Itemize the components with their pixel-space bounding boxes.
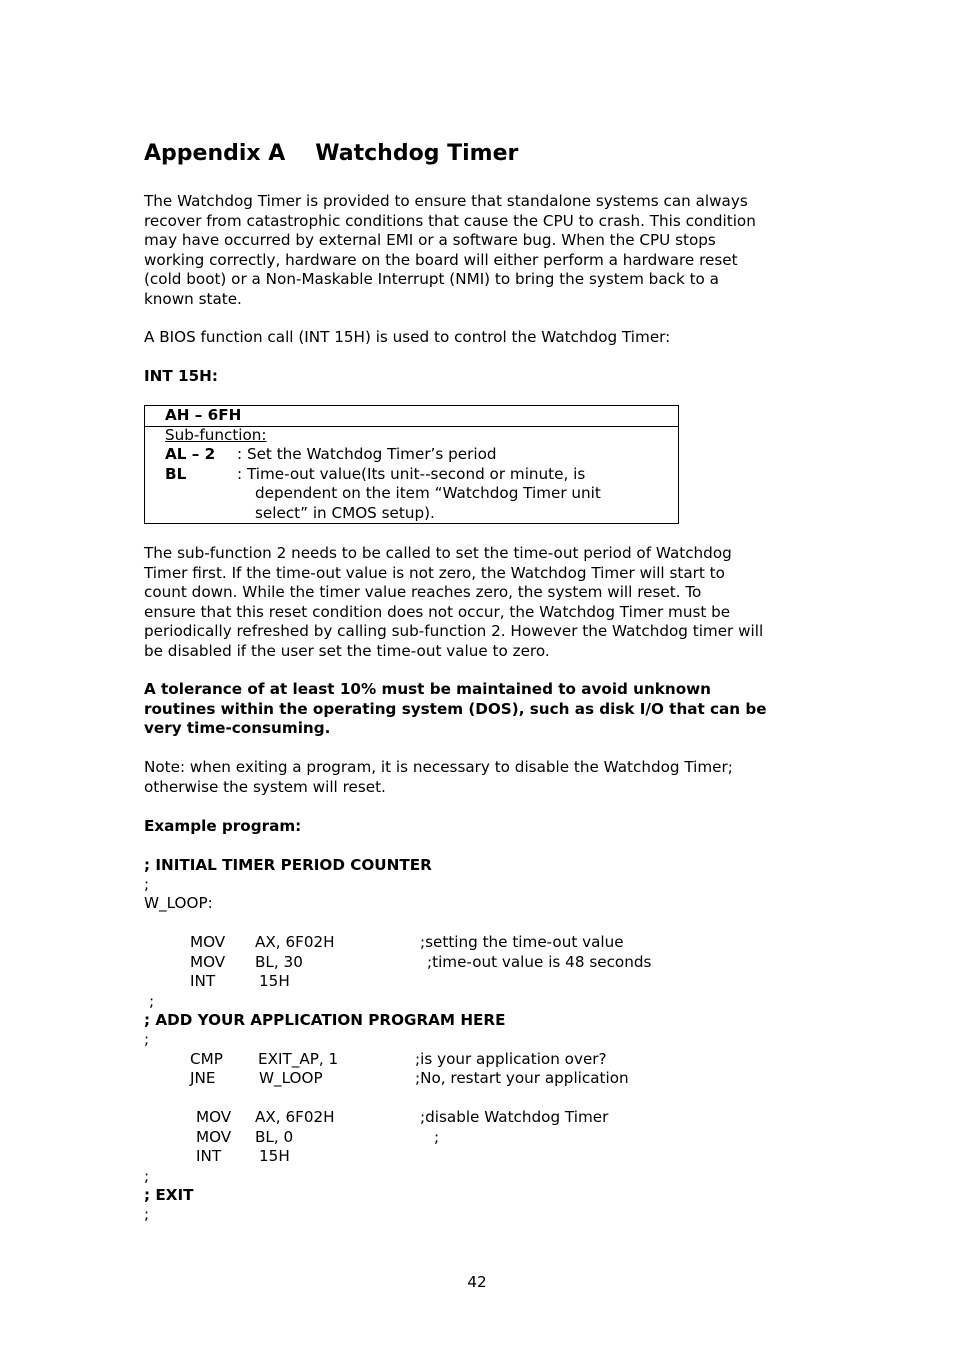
code-op: MOV [196, 1108, 232, 1126]
code-op: CMP [190, 1050, 223, 1068]
code-arg: 15H [259, 972, 290, 990]
code-op: INT [190, 972, 216, 990]
page-title [144, 139, 518, 169]
code-comment-initial: ; INITIAL TIMER PERIOD COUNTER [144, 856, 432, 874]
subfunction-paragraph: The sub-function 2 needs to be called to set the time-out period of Watchdog Timer first. If the time-out value is not zero, the Watchdog Timer will start to count down. While the timer value reaches zero, the system will reset. To ensure that this reset condition does not occur, the Watchdog Timer must be periodically refreshed by calling sub-function 2. However the Watchdog timer will be disabled if the user set the time-out value to zero. [144, 544, 764, 660]
code-op: MOV [196, 1128, 232, 1146]
bl-description-2: dependent on the item “Watchdog Timer unit [255, 484, 601, 502]
code-comment: ;is your application over? [415, 1050, 607, 1068]
code-op: INT [196, 1147, 222, 1165]
code-comment-add: ; ADD YOUR APPLICATION PROGRAM HERE [144, 1011, 506, 1029]
code-arg: AX, 6F02H [255, 1108, 335, 1126]
code-arg: AX, 6F02H [255, 933, 335, 951]
code-semicolon: ; [144, 1030, 150, 1048]
title-appendix: Appendix A [144, 141, 286, 166]
int-heading: INT 15H: [144, 367, 218, 385]
code-comment: ; [434, 1128, 440, 1146]
code-arg: BL, 30 [255, 953, 303, 971]
code-arg: BL, 0 [255, 1128, 294, 1146]
code-semicolon: ; [144, 1167, 150, 1185]
code-comment: ;No, restart your application [415, 1069, 629, 1087]
function-table [144, 405, 679, 524]
code-comment: ;setting the time-out value [420, 933, 624, 951]
page-number: 42 [467, 1273, 487, 1291]
code-semicolon: ; [144, 875, 150, 893]
code-comment-exit: ; EXIT [144, 1186, 194, 1204]
bl-description-3: select” in CMOS setup). [255, 504, 435, 522]
ah-header: AH – 6FH [165, 406, 242, 424]
intro-paragraph: The Watchdog Timer is provided to ensure that standalone systems can always recover from catastrophic conditions that cause the CPU to crash. This condition may have occurred by external EMI or a software bug. When the CPU stops working correctly, hardware on the board will either perform a hardware reset (cold boot) or a Non-Maskable Interrupt (NMI) to bring the system back to a known state. [144, 192, 756, 308]
title-watchdog: Watchdog Timer [315, 141, 519, 166]
code-arg: EXIT_AP, 1 [258, 1050, 339, 1068]
subfunction-label: Sub-function: [165, 426, 267, 444]
code-op: MOV [190, 933, 226, 951]
code-label-wloop: W_LOOP: [144, 894, 213, 912]
bl-label: BL [165, 465, 187, 483]
code-op: JNE [190, 1069, 216, 1087]
al-label: AL – 2 [165, 445, 216, 463]
code-arg: W_LOOP [259, 1069, 323, 1087]
code-comment: ;time-out value is 48 seconds [427, 953, 652, 971]
al-description: : Set the Watchdog Timer’s period [237, 445, 497, 463]
tolerance-paragraph: A tolerance of at least 10% must be maintained to avoid unknown routines within the operating system (DOS), such as disk I/O that can be very time-consuming. [144, 680, 767, 737]
code-arg: 15H [259, 1147, 290, 1165]
code-semicolon: ; [144, 1205, 150, 1223]
bl-description-1: : Time-out value(Its unit--second or minute, is [237, 465, 586, 483]
code-comment: ;disable Watchdog Timer [420, 1108, 609, 1126]
bios-paragraph: A BIOS function call (INT 15H) is used to control the Watchdog Timer: [144, 328, 671, 346]
example-heading: Example program: [144, 817, 302, 835]
code-op: MOV [190, 953, 226, 971]
note-paragraph: Note: when exiting a program, it is necessary to disable the Watchdog Timer; otherwise the system will reset. [144, 758, 733, 796]
code-semicolon: ; [149, 992, 155, 1010]
